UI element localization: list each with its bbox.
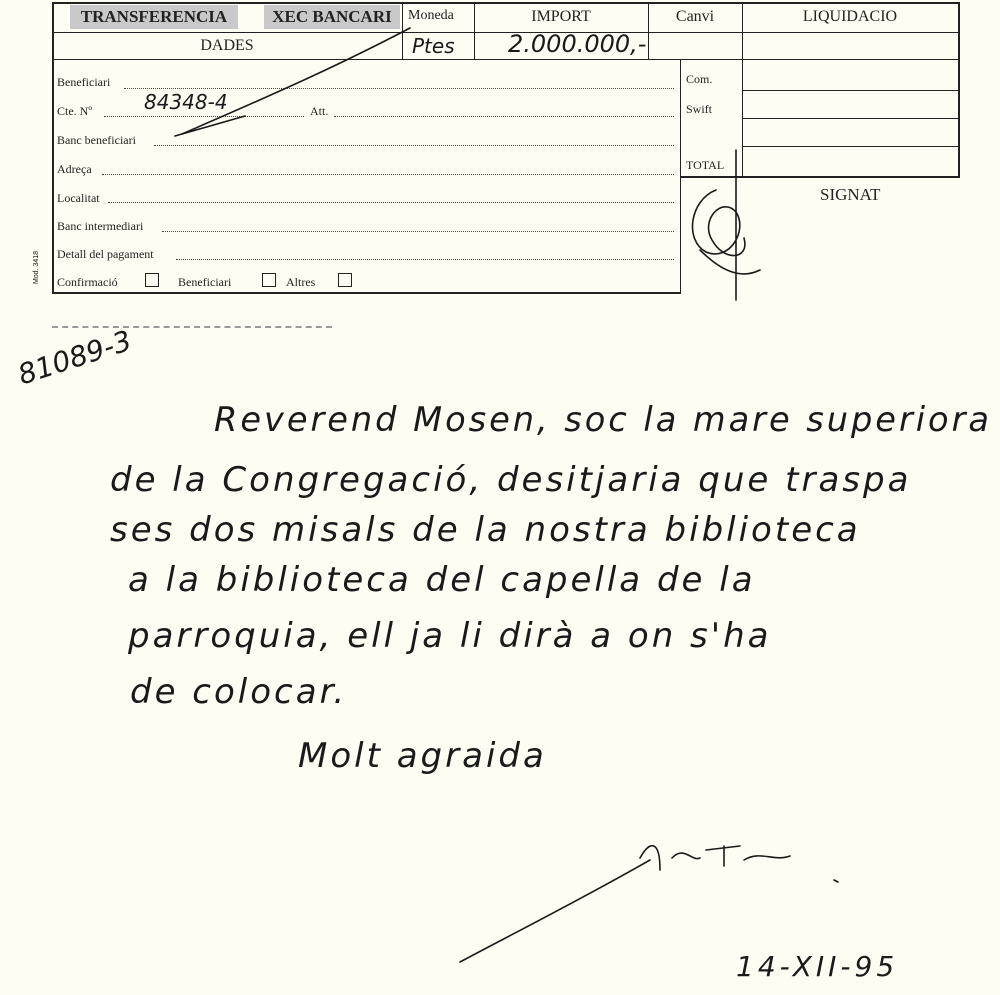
reference-number: 81089-3 — [14, 323, 136, 392]
field-beneficiari: Beneficiari — [57, 75, 111, 89]
field-detall-pagament: Detall del pagament — [57, 247, 154, 261]
dades-label: DADES — [200, 37, 254, 54]
tab-transferencia: TRANSFERENCIA — [70, 5, 238, 29]
handwritten-moneda: Ptes — [412, 34, 455, 58]
swift-label: Swift — [686, 102, 713, 116]
letter-line-5: parroquia, ell ja li dirà a on s'ha — [128, 616, 772, 656]
side-code: Mod. 3418 — [33, 250, 41, 285]
col-canvi: Canvi — [675, 8, 715, 25]
field-confirmacio: Confirmació — [57, 275, 118, 289]
form-signature — [693, 150, 760, 300]
col-moneda: Moneda — [408, 8, 454, 23]
field-cte-no: Cte. Nº — [57, 104, 93, 118]
field-banc-beneficiari: Banc beneficiari — [57, 133, 136, 147]
field-adreca: Adreça — [57, 162, 92, 176]
cross-out-stroke-2 — [175, 116, 245, 136]
field-localitat: Localitat — [57, 191, 100, 205]
closing-signature — [460, 846, 838, 962]
com-label: Com. — [686, 72, 713, 86]
letter-date: 14-XII-95 — [736, 950, 899, 983]
letter-line-3: ses dos misals de la nostra biblioteca — [110, 510, 861, 550]
field-banc-intermediari: Banc intermediari — [57, 219, 144, 233]
total-label: TOTAL — [686, 158, 725, 172]
handwritten-cte: 84348-4 — [144, 90, 228, 114]
col-import: IMPORT — [531, 8, 591, 25]
cross-out-stroke — [182, 28, 410, 134]
letter-line-4: a la biblioteca del capella de la — [128, 560, 756, 600]
col-liquidacio: LIQUIDACIO — [802, 8, 898, 25]
handwritten-import: 2.000.000,- — [508, 30, 647, 58]
letter-line-2: de la Congregació, desitjaria que traspa — [110, 460, 912, 500]
letter-closing: Molt agraida — [298, 736, 547, 776]
field-altres: Altres — [286, 275, 316, 289]
tab-xec-bancari: XEC BANCARI — [264, 5, 400, 29]
signat-label: SIGNAT — [820, 185, 881, 204]
field-beneficiari-option: Beneficiari — [178, 275, 232, 289]
field-att: Att. — [310, 104, 329, 118]
letter-line-6: de colocar. — [130, 672, 348, 712]
letter-line-1: Reverend Mosen, soc la mare superiora — [214, 400, 992, 440]
